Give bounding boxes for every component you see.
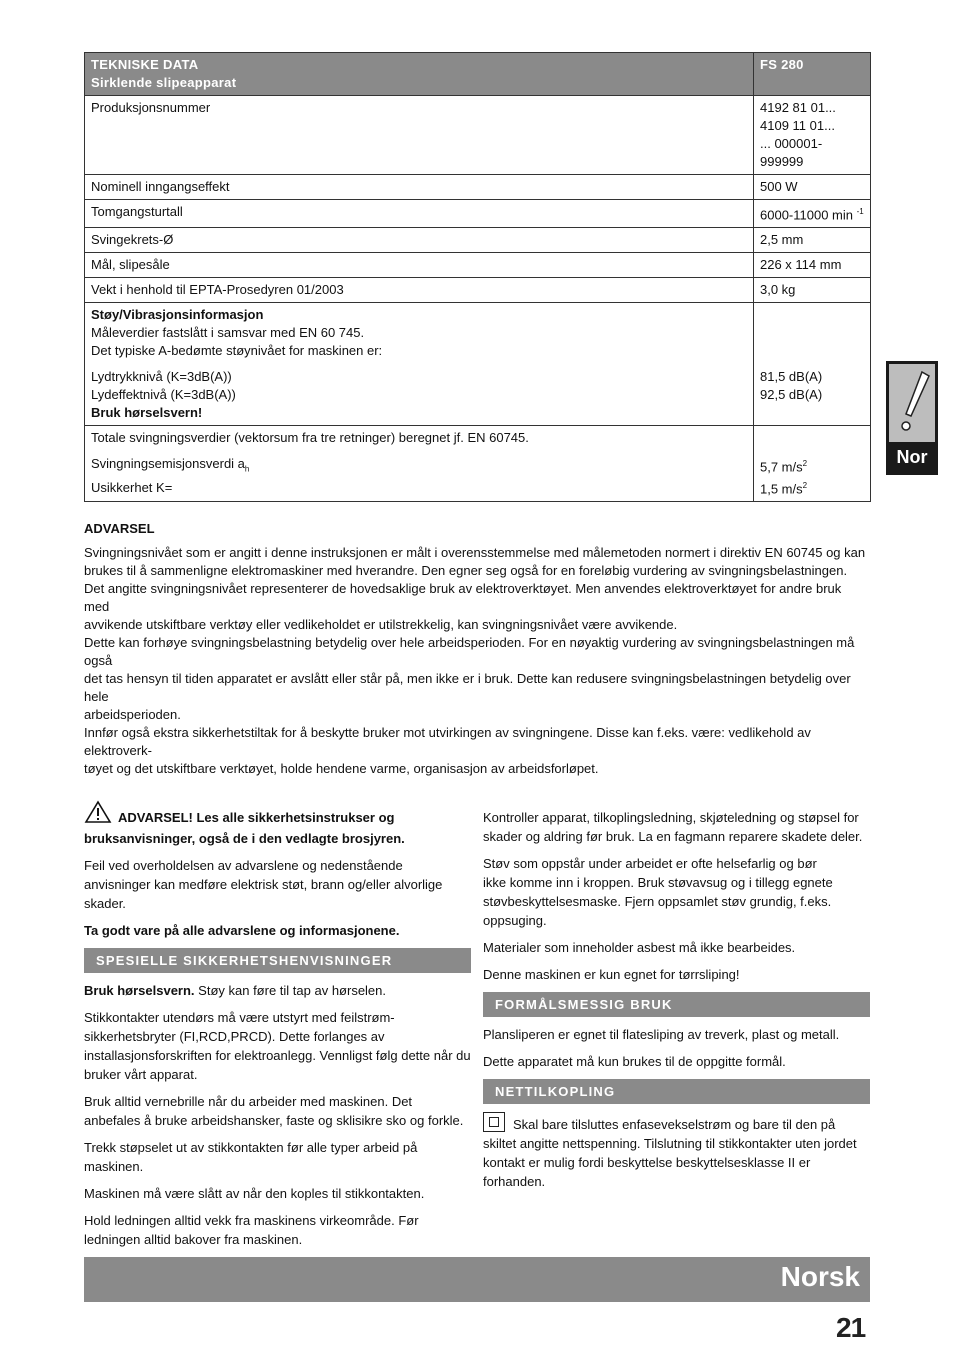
sound-pressure-label: Lydtrykknivå (K=3dB(A)) — [91, 369, 232, 385]
uncertainty-label: Usikkerhet K= — [91, 479, 173, 495]
table-header-row — [85, 53, 871, 96]
section-header-mains-connection: NETTILKOPLING — [483, 1079, 870, 1104]
row-value: 4109 11 01... — [760, 118, 835, 133]
warning-line: arbeidsperioden. — [84, 707, 181, 722]
right-column — [483, 808, 870, 1199]
row-label: Vekt i henhold til EPTA-Prosedyren 01/2003 — [85, 278, 754, 303]
paragraph: Materialer som inneholder asbest må ikke bearbeides. — [483, 940, 796, 955]
row-label: Tomgangsturtall — [85, 200, 754, 228]
warning-line: Svingningsnivået som er angitt i denne instruksjonen er målt i overensstemmelse med målemetoden normert i direktiv EN 60745 og kan — [84, 545, 866, 560]
row-label: Mål, slipesåle — [85, 253, 754, 278]
row-label: Produksjonsnummer — [85, 96, 754, 175]
left-column — [84, 800, 471, 1257]
warning-exclamation-icon — [889, 364, 935, 442]
side-tab-label: Nor — [896, 447, 928, 467]
paragraph: Skal bare tilsluttes enfasevekselstrøm og bare til den på skiltet angitte nettspenning. Tilslutning til stikkontakter uten jordet kontakt er mulig fordi beskyttelse beskyttelsesklasse II er forhanden. — [483, 1112, 870, 1191]
table-row-vibration — [85, 426, 871, 502]
safety-warning-heading: ADVARSEL! Les alle sikkerhetsinstrukser og bruksanvisninger, også de i den vedlagte brosjyren. — [84, 800, 471, 848]
row-value: 3,0 kg — [754, 278, 871, 303]
paragraph: Feil ved overholdelsen av advarslene og nedenstående anvisninger kan medføre elektrisk støt, brann og/eller alvorlige skader. — [84, 858, 443, 911]
class-ii-insulation-icon — [483, 1112, 505, 1132]
warning-line: Dette kan forhøye svingningsbelastning betydelig over hele arbeidsperioden. For en nøyaktig vurdering av svingningsbelastningen må også — [84, 635, 855, 668]
sound-power-value: 92,5 dB(A) — [760, 387, 823, 403]
row-label: Nominell inngangseffekt — [85, 175, 754, 200]
vibration-line: Totale svingningsverdier (vektorsum fra tre retninger) beregnet jf. EN 60745. — [91, 430, 529, 446]
emission-sub: h — [244, 464, 250, 474]
noise-title: Støy/Vibrasjonsinformasjon — [91, 307, 264, 323]
paragraph-bold: Ta godt vare på alle advarslene og informasjonene. — [84, 923, 400, 938]
row-value: ... 000001-999999 — [760, 136, 823, 169]
warning-title: ADVARSEL — [84, 521, 155, 536]
section-header-special-safety: SPESIELLE SIKKERHETSHENVISNINGER — [84, 948, 471, 973]
paragraph: Bruk alltid vernebrille når du arbeider med maskinen. Det anbefales å bruke arbeidshansker, faste og sklisikre sko og forkle. — [84, 1094, 464, 1128]
table-row — [85, 278, 871, 303]
table-row — [85, 96, 871, 175]
table-row-noise — [85, 303, 871, 426]
paragraph: Bruk hørselsvern. Støy kan føre til tap av hørselen. — [84, 983, 387, 998]
header-sublabel: Sirklende slipeapparat — [91, 75, 237, 90]
sound-power-label: Lydeffektnivå (K=3dB(A)) — [91, 387, 236, 403]
paragraph: Maskinen må være slått av når den koples til stikkontakten. — [84, 1186, 425, 1201]
emission-label: Svingningsemisjonsverdi a — [91, 456, 245, 472]
uncertainty-value: 1,5 m/s — [760, 480, 803, 496]
emission-value: 5,7 m/s — [760, 459, 803, 475]
row-value: 226 x 114 mm — [754, 253, 871, 278]
paragraph: Kontroller apparat, tilkoplingsledning, skjøteledning og støpsel for skader og aldring før bruk. La en fagmann reparere skadete deler. — [483, 810, 863, 844]
row-value: 4192 81 01... — [760, 100, 836, 115]
paragraph: Plansliperen er egnet til flatesliping av treverk, plast og metall. — [483, 1027, 840, 1042]
warning-line: Innfør også ekstra sikkerhetstiltak for å beskytte bruker mot utvirkingen av svingningene. Disse kan f.eks. være: vedlikehold av elektroverk- — [84, 725, 811, 758]
warning-triangle-icon — [84, 800, 112, 829]
paragraph: Hold ledningen alltid vekk fra maskinens virkeområde. Før ledningen alltid bakover fra maskinen. — [84, 1213, 419, 1247]
warning-line: brukes til å sammenligne elektromaskiner med hverandre. Den egner seg også for en foreløbig vurdering av svingningsbelastningen. — [84, 563, 848, 578]
footer-language-title: Norsk — [780, 1261, 860, 1292]
table-row — [85, 200, 871, 228]
technical-data-table — [84, 52, 871, 502]
table-row — [85, 228, 871, 253]
warning-line: avvikende utskiftbare verktøy eller vedlikeholdet er utilstrekkelig, kan svingningsnivået være avvikende. — [84, 617, 678, 632]
footer-bar — [84, 1257, 870, 1302]
header-label: TEKNISKE DATA — [91, 57, 199, 72]
noise-line: Måleverdier fastslått i samsvar med EN 60 745. — [91, 325, 365, 341]
row-label: Svingekrets-Ø — [85, 228, 754, 253]
table-row — [85, 253, 871, 278]
warning-line: tøyet og det utskiftbare verktøyet, holde hendene varme, organisasjon av arbeidsforløpet. — [84, 761, 599, 776]
row-value: 2,5 mm — [754, 228, 871, 253]
header-model: FS 280 — [754, 53, 871, 96]
warning-line: Det angitte svingningsnivået representerer de hovedsaklige bruk av elektroverktøyet. Men anvendes elektroverktøyet for andre bruk med — [84, 581, 842, 614]
unit-exponent: -1 — [856, 207, 864, 216]
warning-line: det tas hensyn til tiden apparatet er avslått eller står på, men ikke er i bruk. Dette kan redusere svingningsbelastningen betydelig over hele — [84, 671, 851, 704]
row-value: 6000-11000 min — [760, 207, 853, 223]
vibration-warning — [84, 520, 870, 778]
row-value: 500 W — [754, 175, 871, 200]
paragraph: Trekk støpselet ut av stikkontakten før alle typer arbeid på maskinen. — [84, 1140, 418, 1174]
paragraph: Stikkontakter utendørs må være utstyrt med feilstrøm- sikkerhetsbryter (FI,RCD,PRCD). Dette forlanges av installasjonsforskriften for elektroanlegg. Vennligst følg dette når du bruker vårt apparat. — [84, 1010, 471, 1082]
hearing-protection-note: Bruk hørselsvern! — [91, 405, 203, 421]
table-row — [85, 175, 871, 200]
sound-pressure-value: 81,5 dB(A) — [760, 369, 823, 385]
language-side-tab — [886, 361, 938, 475]
emission-exponent: 2 — [802, 459, 808, 469]
uncertainty-exponent: 2 — [802, 480, 808, 490]
paragraph: Støv som oppstår under arbeidet er ofte helsefarlig og bør ikke komme inn i kroppen. Bruk støvavsug og i tillegg egnete støvbeskyttelsesmaske. Fjern oppsamlet støv grundig, f.eks. oppsuging. — [483, 856, 833, 928]
paragraph: Dette apparatet må kun brukes til de oppgitte formål. — [483, 1054, 786, 1069]
page-number: 21 — [836, 1312, 866, 1343]
paragraph: Denne maskinen er kun egnet for tørrsliping! — [483, 967, 740, 982]
noise-line: Det typiske A-bedømte støynivået for maskinen er: — [91, 343, 383, 359]
section-header-intended-use: FORMÅLSMESSIG BRUK — [483, 992, 870, 1017]
